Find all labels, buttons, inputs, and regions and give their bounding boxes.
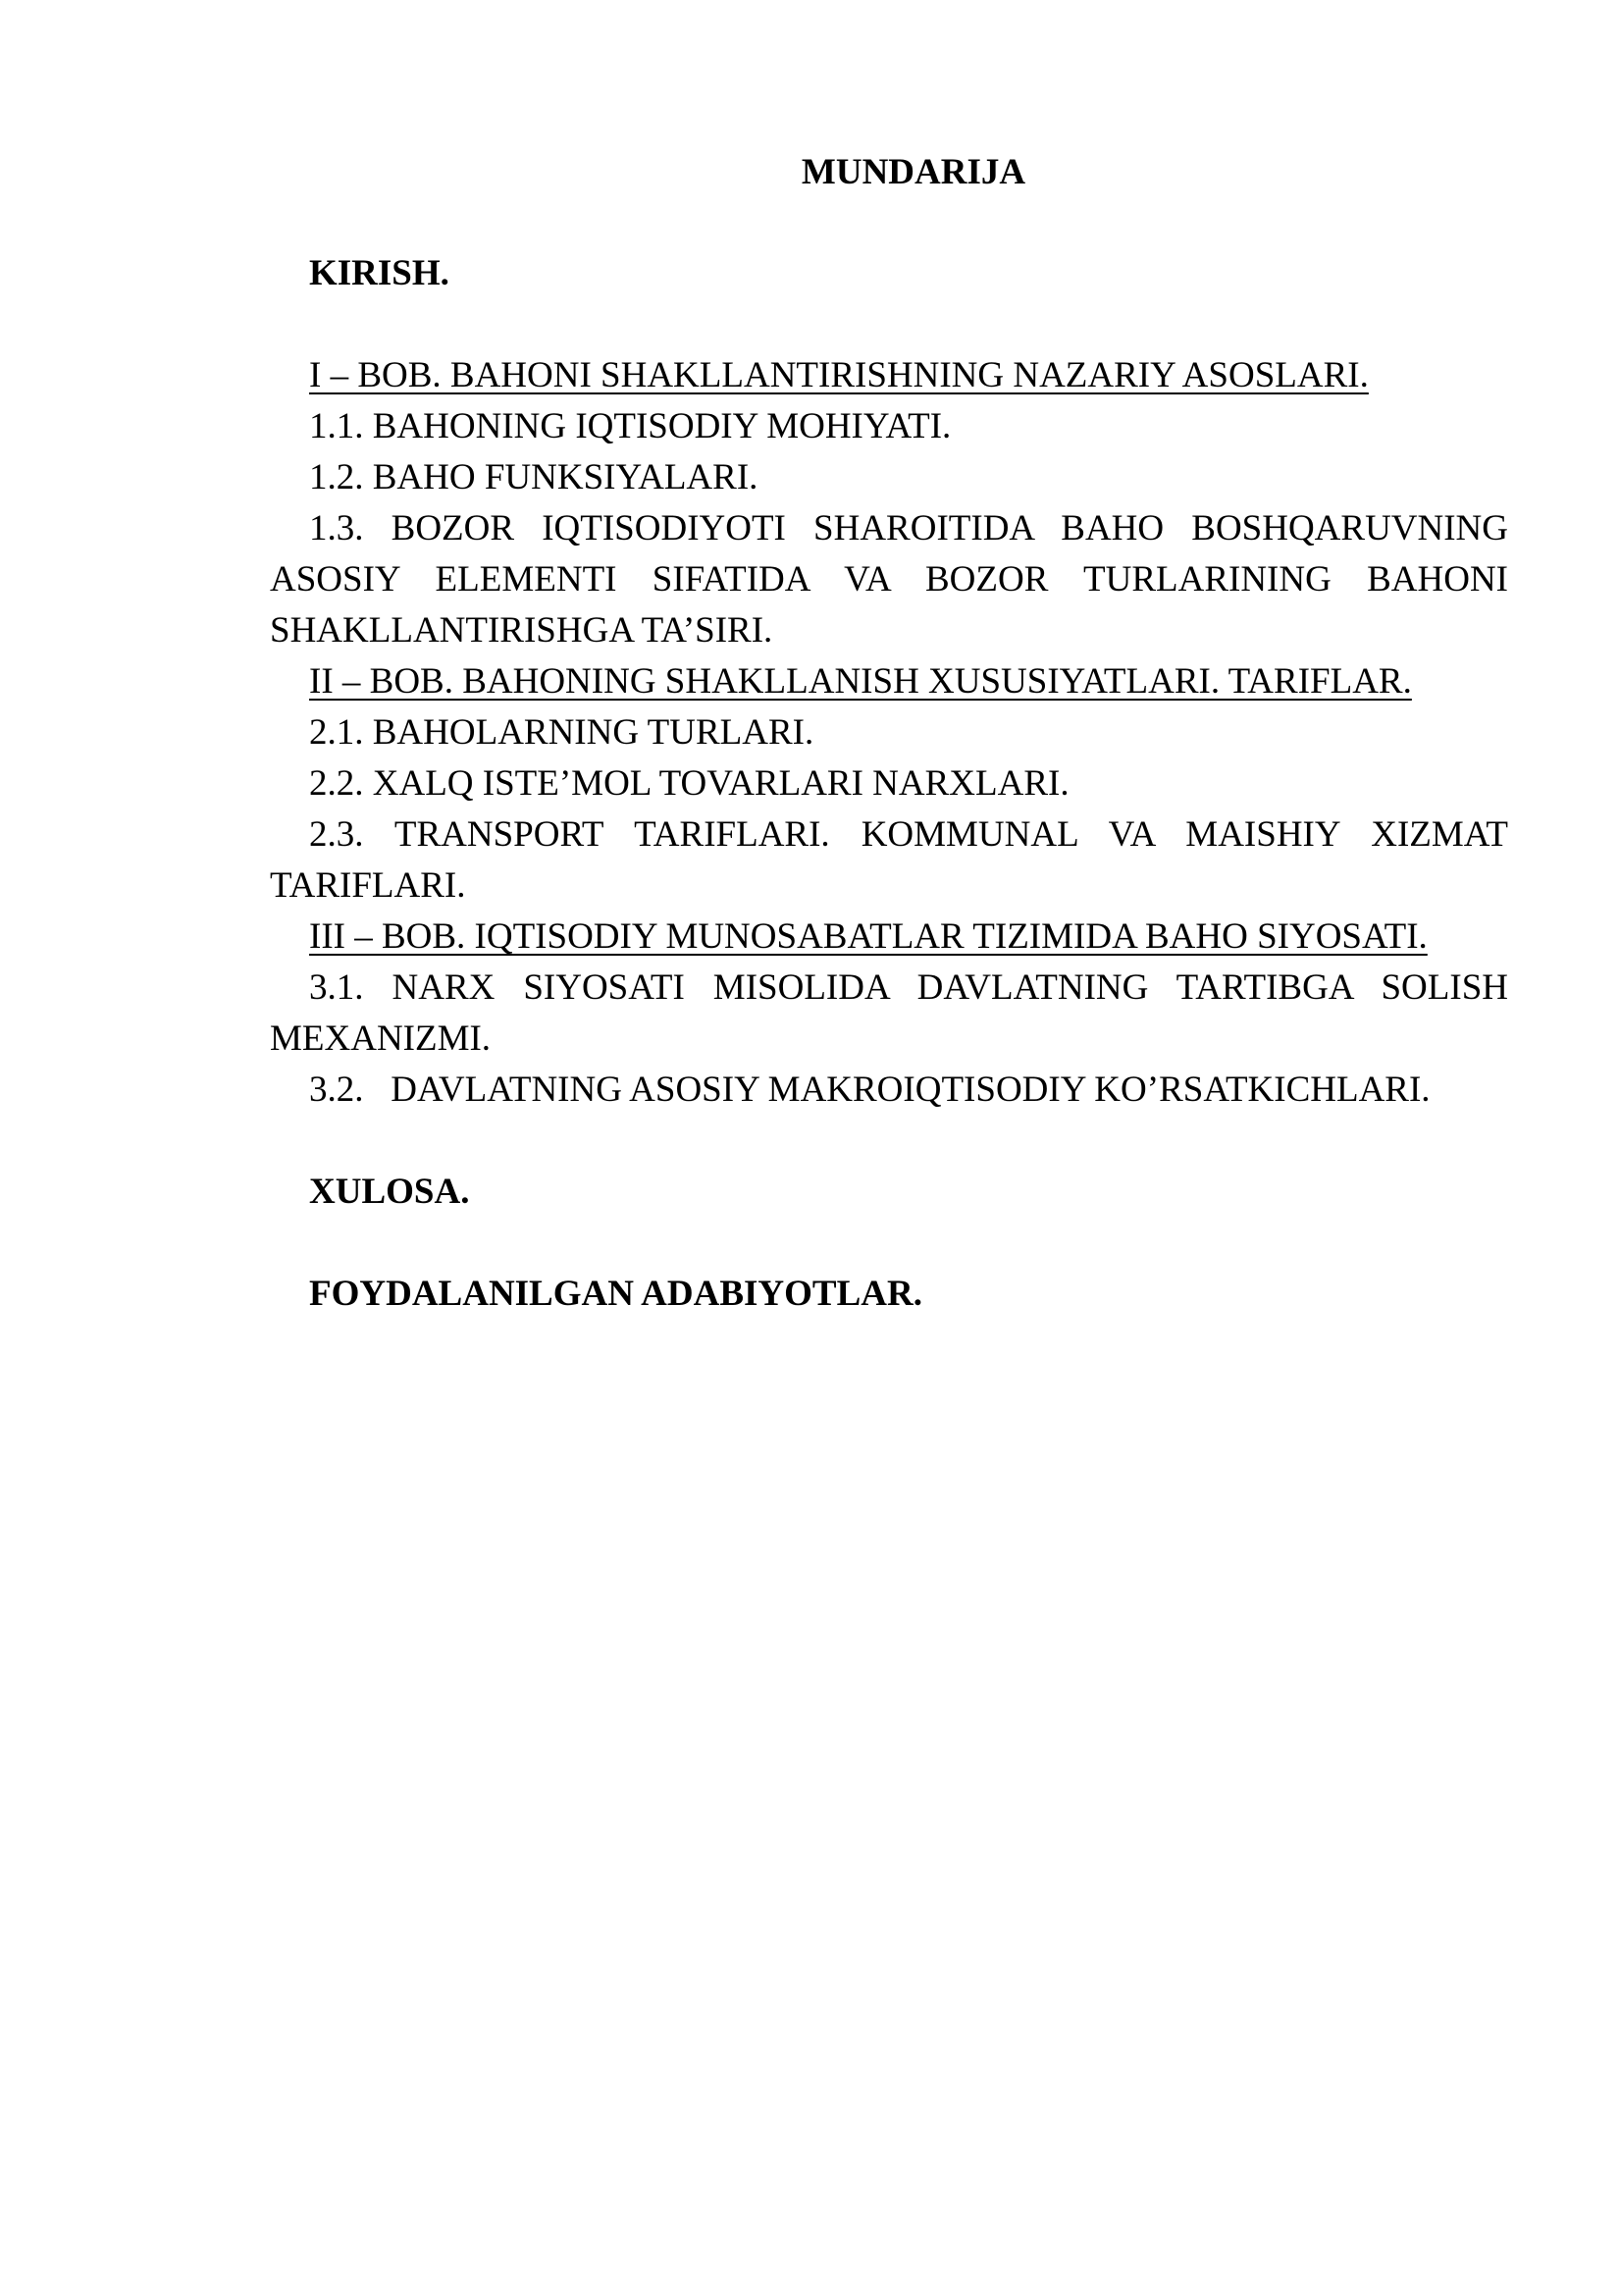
chapter-heading-3: III – BOB. IQTISODIY MUNOSABATLAR TIZIMIDA BAHO SIYOSATI.: [309, 916, 1428, 957]
toc-section-3-2: 3.2. DAVLATNING ASOSIY MAKROIQTISODIY KO’RSATKICHLARI.: [309, 1070, 1431, 1110]
toc-section-2-2: 2.2. XALQ ISTE’MOL TOVARLARI NARXLARI.: [309, 763, 1070, 804]
toc-chapter-1: [270, 350, 1508, 401]
toc-section-3-1: 3.1. NARX SIYOSATI MISOLIDA DAVLATNING TARTIBGA SOLISH MEXANIZMI.: [270, 967, 1508, 1059]
spacer: [270, 1218, 1508, 1269]
spacer: [270, 299, 1508, 350]
toc-section-1-2: 1.2. BAHO FUNKSIYALARI.: [309, 457, 758, 497]
toc-section-2-1: 2.1. BAHOLARNING TURLARI.: [309, 712, 814, 753]
toc-section-1-1: 1.1. BAHONING IQTISODIY MOHIYATI.: [309, 406, 952, 446]
toc-chapter-2: [270, 656, 1508, 707]
chapter-heading-1: I – BOB. BAHONI SHAKLLANTIRISHNING NAZARIY ASOSLARI.: [309, 355, 1369, 395]
toc-references: FOYDALANILGAN ADABIYOTLAR.: [309, 1274, 922, 1314]
chapter-heading-2: II – BOB. BAHONING SHAKLLANISH XUSUSIYATLARI. TARIFLAR.: [309, 661, 1412, 702]
toc-chapter-3: [270, 912, 1508, 963]
toc-section-1-3: 1.3. BOZOR IQTISODIYOTI SHAROITIDA BAHO BOSHQARUVNING ASOSIY ELEMENTI SIFATIDA VA BOZOR TURLARINING BAHONI SHAKLLANTIRISHGA TA’SIRI.: [270, 508, 1508, 651]
table-of-contents: [270, 147, 1508, 1320]
toc-intro: KIRISH.: [309, 253, 449, 293]
spacer: [270, 1116, 1508, 1167]
toc-section-2-3: 2.3. TRANSPORT TARIFLARI. KOMMUNAL VA MAISHIY XIZMAT TARIFLARI.: [270, 814, 1508, 906]
toc-title: MUNDARIJA: [801, 152, 1026, 192]
toc-entries: [270, 350, 1508, 1116]
toc-conclusion: XULOSA.: [309, 1172, 470, 1212]
